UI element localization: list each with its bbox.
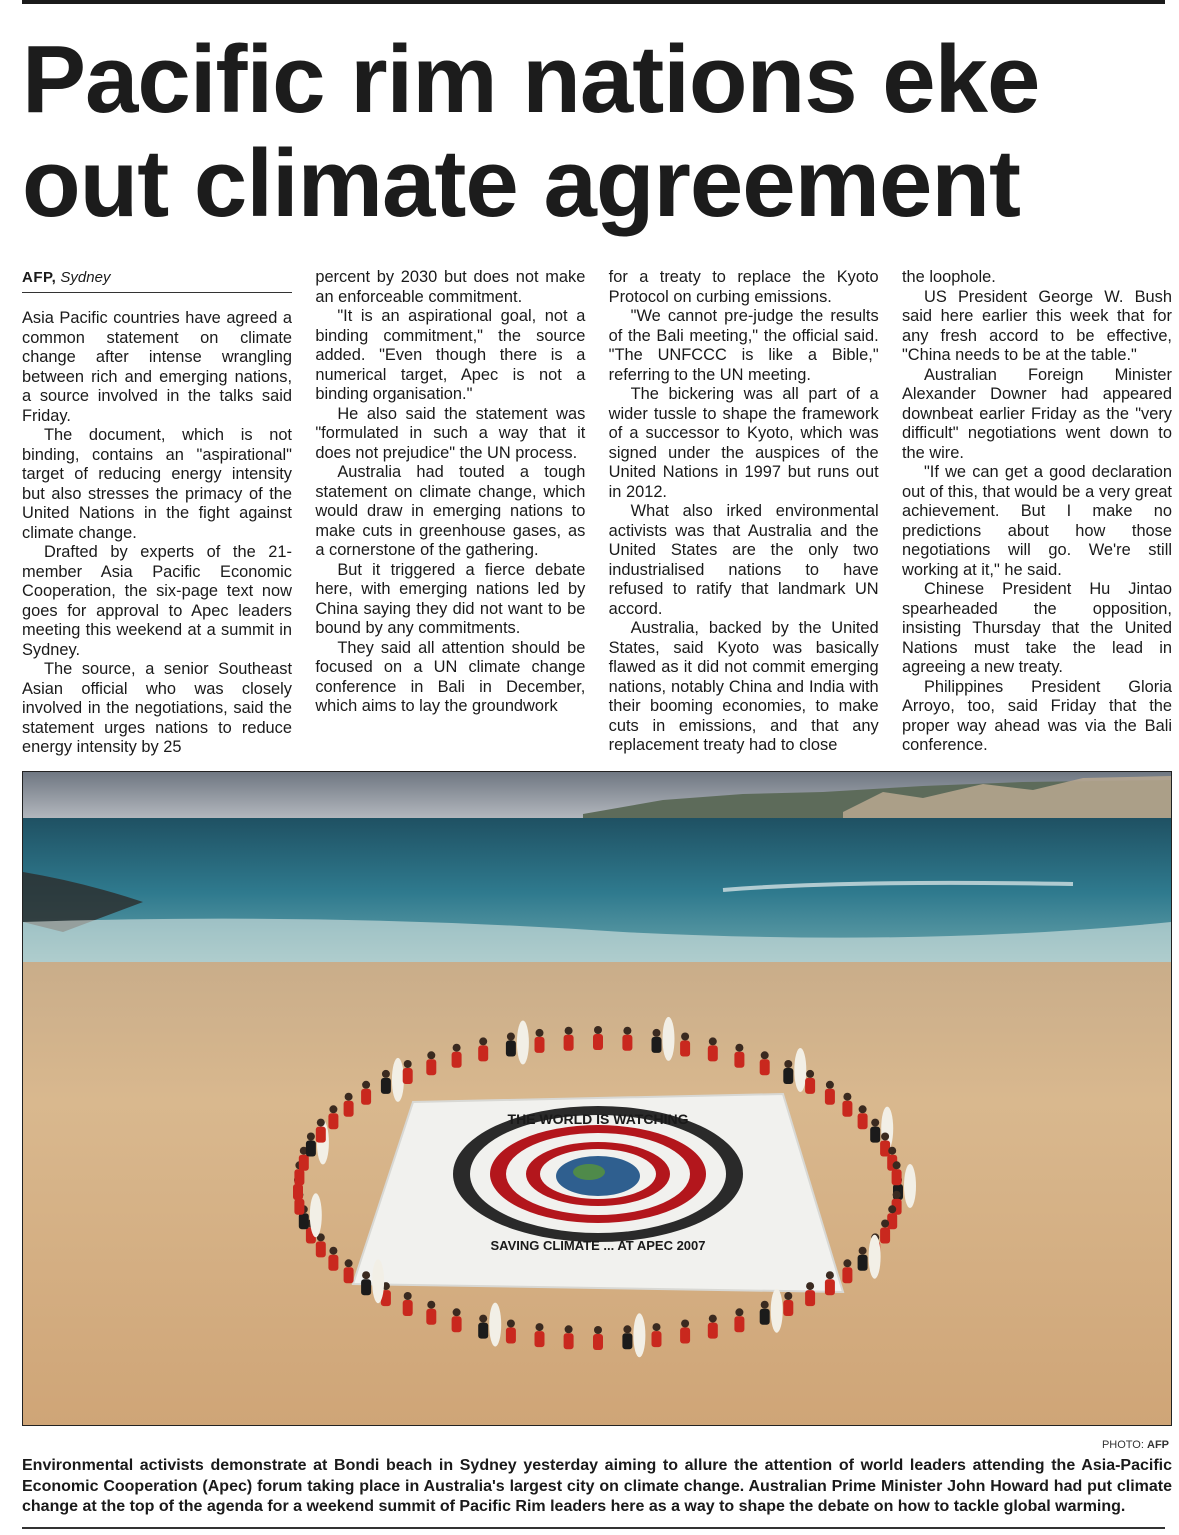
column-4-paragraphs [902, 268, 1172, 756]
banner-top-text: THE WORLD IS WATCHING [507, 1111, 689, 1127]
activist-figure [825, 1279, 835, 1295]
activist-figure [760, 1059, 770, 1075]
column-2-paragraphs [315, 268, 585, 717]
surfboard [663, 1017, 675, 1061]
activist-figure [478, 1045, 488, 1061]
article-paragraph: Drafted by experts of the 21-member Asia Pacific Economic Cooperation, the six-page text now goes for approval to Apec leaders meeting this weekend at a summit in Sydney. [22, 543, 292, 659]
column-1-paragraphs [22, 309, 292, 758]
article-paragraph: "We cannot pre-judge the results of the Bali meeting," the official said. "The UNFCCC is like a Bible," referring to the UN meeting. [608, 307, 879, 384]
dateline-agency: AFP, [22, 269, 57, 286]
surfboard [310, 1193, 322, 1237]
surfboard [392, 1058, 404, 1102]
surfboard [869, 1235, 881, 1279]
activist-figure [426, 1309, 436, 1325]
activist-figure [652, 1037, 662, 1053]
article-paragraph: He also said the statement was "formulated in such a way that it does not prejudice" the UN process. [315, 404, 586, 462]
activist-figure [858, 1255, 868, 1271]
activist-figure [299, 1155, 309, 1171]
article-paragraph: The source, a senior Southeast Asian official who was closely involved in the negotiations, said the statement urges nations to reduce energy intensity by 25 [22, 660, 292, 756]
activist-figure [622, 1333, 632, 1349]
article-paragraph: Asia Pacific countries have agreed a common statement on climate change after intense wrangling between rich and emerging nations, a source involved in the talks said Friday. [22, 309, 292, 425]
surfboard [633, 1313, 645, 1357]
activist-figure [708, 1323, 718, 1339]
article-paragraph: The bickering was all part of a wider tussle to shape the framework of a successor to Kyoto, which was signed under the auspices of the United Nations in 1997 but runs out in 2012. [608, 385, 879, 501]
surfboard [771, 1289, 783, 1333]
activist-figure [783, 1300, 793, 1316]
photo-credit-label: PHOTO: [1101, 1439, 1144, 1451]
activist-figure [452, 1316, 462, 1332]
activist-figure [294, 1169, 304, 1185]
article-column-3 [609, 268, 879, 760]
activist-figure [680, 1041, 690, 1057]
photo-credit-source: AFP [1147, 1439, 1169, 1451]
activist-figure [316, 1241, 326, 1257]
article-body [22, 268, 1172, 760]
article-column-2 [315, 268, 585, 760]
bondi-beach-photo-illustration [23, 772, 1171, 1425]
bottom-rule [22, 1527, 1165, 1529]
activist-figure [842, 1267, 852, 1283]
activist-figure [381, 1078, 391, 1094]
activist-figure [426, 1059, 436, 1075]
article-paragraph: The document, which is not binding, contains an "aspirational" target of reducing energy intensity but also stresses the primacy of the United Nations in the fight against climate change. [22, 426, 292, 542]
banner-bottom-text: SAVING CLIMATE ... AT APEC 2007 [490, 1238, 706, 1253]
activist-figure [880, 1228, 890, 1244]
dateline-place: Sydney [60, 269, 111, 286]
activist-figure [535, 1037, 545, 1053]
activist-figure [299, 1213, 309, 1229]
article-paragraph: for a treaty to replace the Kyoto Protocol on curbing emissions. [608, 268, 879, 306]
activist-figure [805, 1290, 815, 1306]
activist-figure [652, 1331, 662, 1347]
surfboard [517, 1021, 529, 1065]
activist-figure [535, 1331, 545, 1347]
article-paragraph: percent by 2030 but does not make an enforceable commitment. [315, 268, 586, 306]
activist-figure [506, 1328, 516, 1344]
activist-figure [593, 1034, 603, 1050]
activist-figure [316, 1127, 326, 1143]
article-paragraph: the loophole. [901, 268, 996, 286]
article-column-1 [22, 268, 292, 760]
activist-figure [708, 1045, 718, 1061]
dateline [22, 268, 292, 293]
activist-figure [403, 1300, 413, 1316]
activist-figure [306, 1141, 316, 1157]
activist-figure [328, 1255, 338, 1271]
activist-figure [506, 1041, 516, 1057]
activist-figure [892, 1169, 902, 1185]
activist-figure [452, 1052, 462, 1068]
surfboard [489, 1303, 501, 1347]
article-paragraph: US President George W. Bush said here earlier this week that for any fresh accord to be effective, "China needs to be at the table." [901, 287, 1172, 364]
headline: Pacific rim nations eke out climate agreement [22, 26, 1040, 237]
photo-credit [1102, 1439, 1169, 1451]
top-rule [22, 0, 1165, 4]
activist-figure [805, 1078, 815, 1094]
activist-figure [344, 1101, 354, 1117]
article-paragraph: "If we can get a good declaration out of this, that would be a very great achievement. But I make no predictions about how those negotiations will go. We're still working at it," he said. [901, 463, 1172, 579]
surfboard [794, 1048, 806, 1092]
activist-figure [858, 1113, 868, 1129]
activist-figure [870, 1127, 880, 1143]
activist-figure [293, 1184, 303, 1200]
activist-figure [564, 1035, 574, 1051]
activist-figure [825, 1089, 835, 1105]
activist-figure [593, 1334, 603, 1350]
column-3-paragraphs [609, 268, 879, 756]
activist-figure [361, 1089, 371, 1105]
news-photo [22, 771, 1172, 1426]
activist-figure [760, 1309, 770, 1325]
activist-figure [734, 1316, 744, 1332]
activist-figure [361, 1279, 371, 1295]
article-paragraph: But it triggered a fierce debate here, with emerging nations led by China saying they did not want to be bound by any commitments. [315, 560, 586, 637]
activist-figure [734, 1052, 744, 1068]
activist-figure [564, 1333, 574, 1349]
article-paragraph: What also irked environmental activists was that Australia and the United States are the only two industrialised nations to have refused to ratify that landmark UN accord. [608, 502, 879, 618]
activist-figure [622, 1035, 632, 1051]
photo-caption: Environmental activists demonstrate at Bondi beach in Sydney yesterday aiming to allure the attention of world leaders attending the Asia-Pacific Economic Cooperation (Apec) forum taking place in Australia's largest city on climate change. Australian Prime Minister John Howard had put climate change at the top of the agenda for a weekend summit of Pacific Rim leaders here as a way to shape the debate on how to tackle global warming. [22, 1457, 1172, 1515]
surfboard [904, 1164, 916, 1208]
article-paragraph: Australia, backed by the United States, said Kyoto was basically flawed as it did not commit emerging nations, notably China and India with their booming economies, to make cuts in emissions, and that any replacement treaty had to close [608, 619, 879, 754]
activist-figure [842, 1101, 852, 1117]
article-paragraph: Chinese President Hu Jintao spearheaded the opposition, insisting Thursday that the United Nations must take the lead in agreeing a new treaty. [901, 580, 1172, 676]
activist-figure [344, 1267, 354, 1283]
activist-figure [294, 1199, 304, 1215]
article-paragraph: They said all attention should be focused on a UN climate change conference in Bali in December, which aims to lay the groundwork [315, 638, 586, 715]
article-paragraph: Australia had touted a tough statement on climate change, which would draw in emerging nations to make cuts in greenhouse gases, as a cornerstone of the gathering. [315, 463, 586, 559]
article-column-4 [902, 268, 1172, 760]
surfboard [372, 1259, 384, 1303]
activist-figure [403, 1068, 413, 1084]
activist-figure [328, 1113, 338, 1129]
activist-figure [887, 1213, 897, 1229]
activist-figure [478, 1323, 488, 1339]
article-paragraph: "It is an aspirational goal, not a binding commitment," the source added. "Even though there is a numerical target, Apec is not a binding organisation." [315, 307, 586, 403]
activist-figure [680, 1328, 690, 1344]
activist-figure [880, 1141, 890, 1157]
activist-figure [783, 1068, 793, 1084]
article-paragraph: Philippines President Gloria Arroyo, too, said Friday that the proper way ahead was via the Bali conference. [901, 677, 1172, 754]
article-paragraph: Australian Foreign Minister Alexander Downer had appeared downbeat earlier Friday as the "very difficult" negotiations went down to the wire. [901, 365, 1172, 462]
